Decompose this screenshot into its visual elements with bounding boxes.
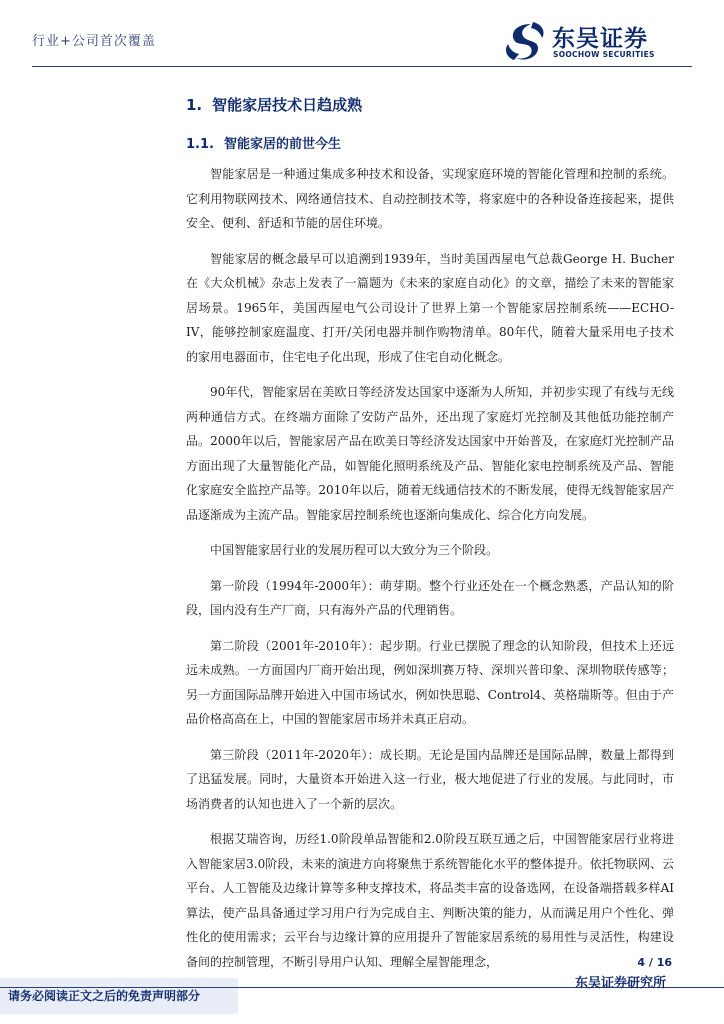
report-category: 行业+公司首次覆盖 bbox=[32, 34, 156, 49]
paragraph-1990s-2010s: 90年代，智能家居在美欧日等经济发达国家中逐渐为人所知，并初步实现了有线与无线两种通信方式。在终端方面除了安防产品外，还出现了家庭灯光控制及其他低功能控制产品。2000年以后，智能家居产品在欧美日等经济发达国家中开始普及，在家庭灯光控制产品方面出现了大量智能化产品，如智能化照明系统及产品、智能化家电控制系统及产品、智能化家庭安全监控产品等。2010年以后，随着无线通信技术的不断发展，使得无线智能家居产品逐渐成为主流产品。智能家居控制系统也逐渐向集成化、综合化方向发展。 bbox=[186, 385, 674, 522]
paragraph-definition: 智能家居是一种通过集成多种技术和设备，实现家庭环境的智能化管理和控制的系统。它利用物联网技术、网络通信技术、自动控制技术等，将家庭中的各种设备连接起来，提供安全、便利、舒适和节能的居住环境。 bbox=[186, 167, 674, 230]
soochow-logo-icon bbox=[504, 20, 546, 62]
section-title: 智能家居技术日趋成熟 bbox=[212, 96, 363, 114]
header-divider bbox=[32, 66, 692, 67]
page-number: 4 / 16 bbox=[637, 956, 672, 969]
paragraph-smart-home-3-0: 根据艾瑞咨询，历经1.0阶段单品智能和2.0阶段互联互通之后，中国智能家居行业将进入智能家居3.0阶段，未来的演进方向将聚焦于系统智能化水平的整体提升。依托物联网、云平台、人工智能及边缘计算等多种支撑技术，将品类丰富的设备选网，在设备端搭载多样AI算法，使产品具备通过学习用户行为完成自主、判断决策的能力，从而满足用户个性化、弹性化的使用需求；云平台与边缘计算的应用提升了智能家居系统的易用性与灵活性，构建设备间的控制管理，不断引导用户认知、理解全屋智能理念， bbox=[186, 832, 674, 969]
paragraph-china-stages-intro: 中国智能家居行业的发展历程可以大致分为三个阶段。 bbox=[210, 543, 499, 557]
logo-english-name: SOOCHOW SECURITIES bbox=[553, 50, 655, 59]
footer-institute: 东吴证券研究所 bbox=[574, 976, 666, 991]
logo-chinese-name: 东吴证券 bbox=[552, 26, 648, 52]
main-content bbox=[186, 92, 674, 985]
subsection-heading bbox=[186, 134, 674, 156]
subsection-number: 1.1. bbox=[186, 137, 214, 152]
section-heading bbox=[186, 92, 674, 118]
section-number: 1. bbox=[186, 96, 203, 114]
footer-disclaimer: 请务必阅读正文之后的免责声明部分 bbox=[8, 989, 201, 1003]
subsection-title: 智能家居的前世今生 bbox=[223, 137, 341, 152]
paragraph-stage-one: 第一阶段（1994年-2000年）：萌芽期。整个行业还处在一个概念熟悉，产品认知的阶段，国内没有生产厂商，只有海外产品的代理销售。 bbox=[186, 578, 674, 617]
company-logo bbox=[504, 20, 674, 62]
paragraph-stage-two: 第二阶段（2001年-2010年）：起步期。行业已摆脱了理念的认知阶段，但技术上还远远未成熟。一方面国内厂商开始出现，例如深圳赛万特、深圳兴普印象、深圳物联传感等；另一方面国际品牌开始进入中国市场试水，例如快思聪、Control4、英格瑞斯等。但由于产品价格高高在上，中国的智能家居市场并未真正启动。 bbox=[186, 638, 674, 726]
paragraph-stage-three: 第三阶段（2011年-2020年）：成长期。无论是国内品牌还是国际品牌，数量上都得到了迅猛发展。同时，大量资本开始进入这一行业，极大地促进了行业的发展。与此同时，市场消费者的认知也进入了一个新的层次。 bbox=[186, 747, 674, 811]
paragraph-origin: 智能家居的概念最早可以追溯到1939年，当时美国西屋电气总裁George H. Bucher在《大众机械》杂志上发表了一篇题为《未来的家庭自动化》的文章，描绘了未来的智能家居场景。1965年，美国西屋电气公司设计了世界上第一个智能家居控制系统——ECHO-IV，能够控制家庭温度、打开/关闭电器并制作购物清单。80年代，随着大量采用电子技术的家用电器面市，住宅电子化出现，形成了住宅自动化概念。 bbox=[186, 251, 674, 364]
